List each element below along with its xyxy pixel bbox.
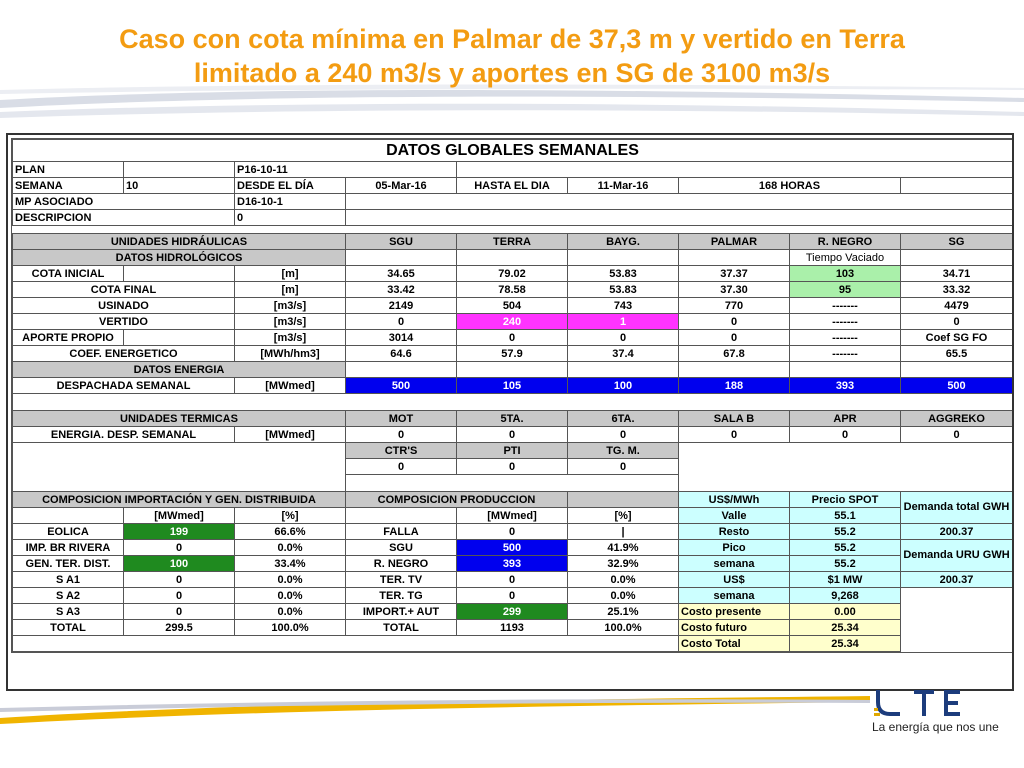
ute-logo [874, 688, 1014, 718]
hidro-header: UNIDADES HIDRÁULICAS [13, 234, 346, 250]
spreadsheet [6, 133, 1014, 691]
table-row: S A2 0 0.0% TER. TG 0 0.0% semana 9,268 [13, 588, 1013, 604]
title-line-1: Caso con cota mínima en Palmar de 37,3 m y vertido en Terra [119, 24, 905, 54]
table-row: USINADO [m3/s] 2149 504 743 770 ------- 4479 [13, 298, 1013, 314]
hidro-sub: DATOS HIDROLÓGICOS [13, 250, 346, 266]
footer-tagline: La energía que nos une [872, 720, 999, 734]
bottom-swoosh-decoration [0, 690, 870, 730]
table-row: COEF. ENERGETICO [MWh/hm3] 64.6 57.9 37.4 67.8 ------- 65.5 [13, 346, 1013, 362]
desc-label: DESCRIPCION [13, 210, 235, 226]
table-row: APORTE PROPIO [m3/s] 3014 0 0 0 ------- Coef SG FO [13, 330, 1013, 346]
desc-value: 0 [235, 210, 346, 226]
demanda-total: Demanda total GWH [901, 492, 1013, 524]
energia-header: DATOS ENERGIA [13, 362, 346, 378]
sheet-heading: DATOS GLOBALES SEMANALES [13, 140, 1013, 162]
horas: 168 HORAS [679, 178, 901, 194]
page-title [0, 22, 1024, 90]
table-row: DESPACHADA SEMANAL [MWmed] 500 105 100 188 393 500 [13, 378, 1013, 394]
tiempo-vaciado: Tiempo Vaciado [790, 250, 901, 266]
mp-value: D16-10-1 [235, 194, 346, 210]
table-row: S A1 0 0.0% TER. TV 0 0.0% US$ $1 MW 200.37 [13, 572, 1013, 588]
mp-label: MP ASOCIADO [13, 194, 235, 210]
table-row: S A3 0 0.0% IMPORT.+ AUT 299 25.1% Costo presente 0.00 [13, 604, 1013, 620]
table-row: TOTAL 299.5 100.0% TOTAL 1193 100.0% Costo futuro 25.34 [13, 620, 1013, 636]
semana-label: SEMANA [13, 178, 124, 194]
col-palmar: PALMAR [679, 234, 790, 250]
termicas-header: UNIDADES TERMICAS [13, 411, 346, 427]
import-header: COMPOSICION IMPORTACIÓN Y GEN. DISTRIBUIDA [13, 492, 346, 508]
table-row: GEN. TER. DIST. 100 33.4% R. NEGRO 393 32.9% semana 55.2 [13, 556, 1013, 572]
table-row: Costo Total 25.34 [13, 636, 1013, 652]
hasta-label: HASTA EL DIA [457, 178, 568, 194]
plan-value: P16-10-11 [235, 162, 457, 178]
title-line-2: limitado a 240 m3/s y aportes en SG de 3100 m3/s [193, 58, 831, 88]
table-row: COTA FINAL [m] 33.42 78.58 53.83 37.30 95 33.32 [13, 282, 1013, 298]
data-table: DATOS GLOBALES SEMANALES PLAN P16-10-11 SEMANA 10 DESDE EL DÍA 05-Mar-16 HASTA EL DIA 11-Mar-16 168 HORAS MP ASOCIADO D16-10-1 DESCRIPCION 0 UNIDADES HIDRÁULICAS SGU TERRA BAYG. PALMAR R. NEGRO SG DATOS HIDROLÓGICOS Tiempo Vaciado COTA INICIAL [m] 34.65 79.02 53.83 37.37 103 34.71 COTA FINAL [m] 33.42 78.58 53.83 37.30 95 33.32 USINADO [m3/s] 2149 504 743 770 ------- 4479 VERTIDO [m3/s] 0 240 1 0 ------- 0 APORTE PROPIO [m3/s] 3014 0 0 0 ------- Coef SG FO COEF. ENERGETICO [MWh/hm3] 64.6 57.9 37.4 67.8 ------- 65.5 DATOS ENERGIA DESPACHADA SEMANAL [MWmed] 500 105 100 188 393 500 UNIDADES TERMICAS MOT 5TA. 6TA. SALA B APR AGGREKO ENERGIA. DESP. SEMANAL [MWmed] 0 0 0 0 0 0 CTR'S PTI TG. M. 0 0 0 COMPOSICION IMPORTACIÓN Y GEN. DISTRIBUIDA COMPOSICION PRODUCCION US$/MWh Precio SPOT Demanda total GWH [MWmed] [%] [MWmed] [%] Valle 55.1 EOLICA 199 66.6% FALLA 0 | Resto 55.2 200.37 IMP. BR RIVERA 0 0.0% SGU 500 41.9% Pico 55.2 Demanda URU GWH GEN. TER. DIST. 100 33.4% R. NEGRO 393 32.9% semana 55.2 S A1 0 0.0% TER. TV 0 0.0% US$ $1 MW 200.37 S A2 0 0.0% TER. TG 0 0.0% semana 9,268 S A3 0 0.0% IMPORT.+ AUT 299 25.1% Costo presente 0.00 TOTAL 299.5 100.0% TOTAL 1193 100.0% Costo futuro 25.34 Costo Total 25.34 [12, 139, 1013, 652]
prod-header: COMPOSICION PRODUCCION [346, 492, 568, 508]
hasta-value: 11-Mar-16 [568, 178, 679, 194]
plan-label: PLAN [13, 162, 124, 178]
semana-value: 10 [124, 178, 235, 194]
col-sg: SG [901, 234, 1013, 250]
table-row: COTA INICIAL [m] 34.65 79.02 53.83 37.37 103 34.71 [13, 266, 1013, 282]
col-rnegro: R. NEGRO [790, 234, 901, 250]
col-sgu: SGU [346, 234, 457, 250]
desde-value: 05-Mar-16 [346, 178, 457, 194]
table-row: VERTIDO [m3/s] 0 240 1 0 ------- 0 [13, 314, 1013, 330]
col-bayg: BAYG. [568, 234, 679, 250]
table-row: IMP. BR RIVERA 0 0.0% SGU 500 41.9% Pico 55.2 Demanda URU GWH [13, 540, 1013, 556]
demanda-uru: Demanda URU GWH [901, 540, 1013, 572]
desde-label: DESDE EL DÍA [235, 178, 346, 194]
col-terra: TERRA [457, 234, 568, 250]
table-row: ENERGIA. DESP. SEMANAL [MWmed] 0 0 0 0 0 0 [13, 427, 1013, 443]
table-row: EOLICA 199 66.6% FALLA 0 | Resto 55.2 200.37 [13, 524, 1013, 540]
